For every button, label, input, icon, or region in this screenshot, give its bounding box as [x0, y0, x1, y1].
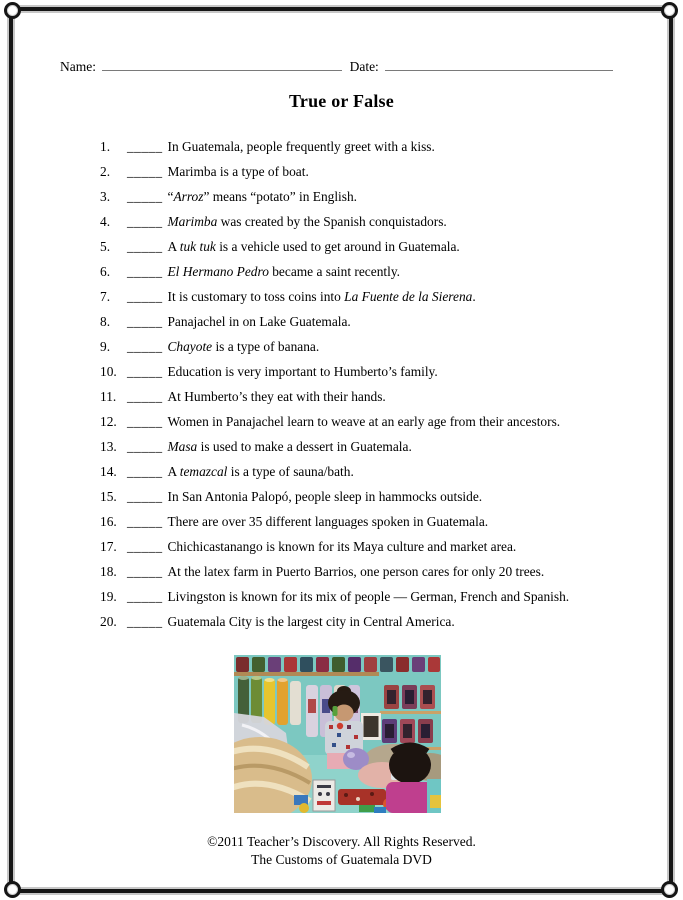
question-text: It is customary to toss coins into La Fuente de la Sierena. — [167, 289, 476, 304]
answer-blank: _____ — [127, 514, 163, 529]
question-text: In Guatemala, people frequently greet with a kiss. — [167, 139, 435, 154]
answer-blank: _____ — [127, 364, 163, 379]
question-item — [100, 309, 569, 334]
answer-blank: _____ — [127, 439, 163, 454]
question-text: A tuk tuk is a vehicle used to get around in Guatemala. — [167, 239, 460, 254]
question-item — [100, 534, 569, 559]
question-item — [100, 434, 569, 459]
question-number: 14. — [100, 464, 117, 479]
answer-blank: _____ — [127, 614, 163, 629]
market-stall-photo — [234, 655, 441, 813]
question-text: At the latex farm in Puerto Barrios, one person cares for only 20 trees. — [167, 564, 545, 579]
question-number: 15. — [100, 489, 117, 504]
answer-blank: _____ — [127, 239, 163, 254]
name-label: Name: — [60, 59, 96, 74]
answer-blank: _____ — [127, 164, 163, 179]
copyright-footer — [0, 833, 683, 869]
question-text: In San Antonia Palopó, people sleep in hammocks outside. — [167, 489, 483, 504]
border-corner-loop — [661, 881, 678, 898]
question-item — [100, 234, 569, 259]
question-number: 17. — [100, 539, 117, 554]
question-item — [100, 609, 569, 634]
question-text: Chayote is a type of banana. — [167, 339, 320, 354]
question-item — [100, 184, 569, 209]
answer-blank: _____ — [127, 464, 163, 479]
copyright-line: ©2011 Teacher’s Discovery. All Rights Reserved. — [207, 834, 476, 849]
question-text: Education is very important to Humberto’s family. — [167, 364, 438, 379]
question-item — [100, 459, 569, 484]
question-item — [100, 384, 569, 409]
answer-blank: _____ — [127, 214, 163, 229]
question-text: A temazcal is a type of sauna/bath. — [167, 464, 354, 479]
answer-blank: _____ — [127, 489, 163, 504]
question-number: 11. — [100, 389, 117, 404]
question-list — [100, 134, 569, 634]
question-number: 4. — [100, 214, 111, 229]
question-item — [100, 334, 569, 359]
answer-blank: _____ — [127, 289, 163, 304]
question-number: 18. — [100, 564, 117, 579]
answer-blank: _____ — [127, 264, 163, 279]
question-item — [100, 209, 569, 234]
question-item — [100, 509, 569, 534]
answer-blank: _____ — [127, 564, 163, 579]
date-label: Date: — [349, 59, 379, 74]
question-text: Guatemala City is the largest city in Central America. — [167, 614, 455, 629]
question-item — [100, 359, 569, 384]
question-item — [100, 584, 569, 609]
question-number: 13. — [100, 439, 117, 454]
border-corner-loop — [4, 2, 21, 19]
question-number: 1. — [100, 139, 111, 154]
border-corner-loop — [4, 881, 21, 898]
question-text: El Hermano Pedro became a saint recently. — [167, 264, 400, 279]
answer-blank: _____ — [127, 139, 163, 154]
answer-blank: _____ — [127, 389, 163, 404]
dvd-title-line: The Customs of Guatemala DVD — [251, 852, 432, 867]
answer-blank: _____ — [127, 339, 163, 354]
question-item — [100, 259, 569, 284]
question-text: Livingston is known for its mix of people — German, French and Spanish. — [167, 589, 570, 604]
question-text: Panajachel in on Lake Guatemala. — [167, 314, 351, 329]
question-text: Marimba is a type of boat. — [167, 164, 309, 179]
answer-blank: _____ — [127, 539, 163, 554]
question-number: 12. — [100, 414, 117, 429]
border-corner-loop — [661, 2, 678, 19]
question-number: 8. — [100, 314, 111, 329]
name-blank-line — [102, 56, 342, 71]
answer-blank: _____ — [127, 314, 163, 329]
question-text: Masa is used to make a dessert in Guatemala. — [167, 439, 412, 454]
question-text: “Arroz” means “potato” in English. — [167, 189, 358, 204]
question-text: Chichicastanango is known for its Maya culture and market area. — [167, 539, 517, 554]
question-item — [100, 284, 569, 309]
date-blank-line — [385, 56, 613, 71]
question-number: 16. — [100, 514, 117, 529]
answer-blank: _____ — [127, 414, 163, 429]
answer-blank: _____ — [127, 189, 163, 204]
question-item — [100, 159, 569, 184]
question-item — [100, 134, 569, 159]
question-number: 10. — [100, 364, 117, 379]
question-number: 5. — [100, 239, 111, 254]
question-number: 19. — [100, 589, 117, 604]
question-text: At Humberto’s they eat with their hands. — [167, 389, 386, 404]
question-item — [100, 559, 569, 584]
question-number: 2. — [100, 164, 111, 179]
answer-blank: _____ — [127, 589, 163, 604]
question-item — [100, 409, 569, 434]
question-item — [100, 484, 569, 509]
name-date-row — [60, 56, 613, 75]
question-number: 9. — [100, 339, 111, 354]
question-number: 7. — [100, 289, 111, 304]
question-number: 20. — [100, 614, 117, 629]
question-number: 3. — [100, 189, 111, 204]
question-text: There are over 35 different languages spoken in Guatemala. — [167, 514, 489, 529]
framed-picture-graphic — [361, 713, 381, 740]
worksheet-title: True or False — [289, 91, 394, 111]
question-number: 6. — [100, 264, 111, 279]
question-text: Women in Panajachel learn to weave at an early age from their ancestors. — [167, 414, 561, 429]
question-text: Marimba was created by the Spanish conquistadors. — [167, 214, 447, 229]
